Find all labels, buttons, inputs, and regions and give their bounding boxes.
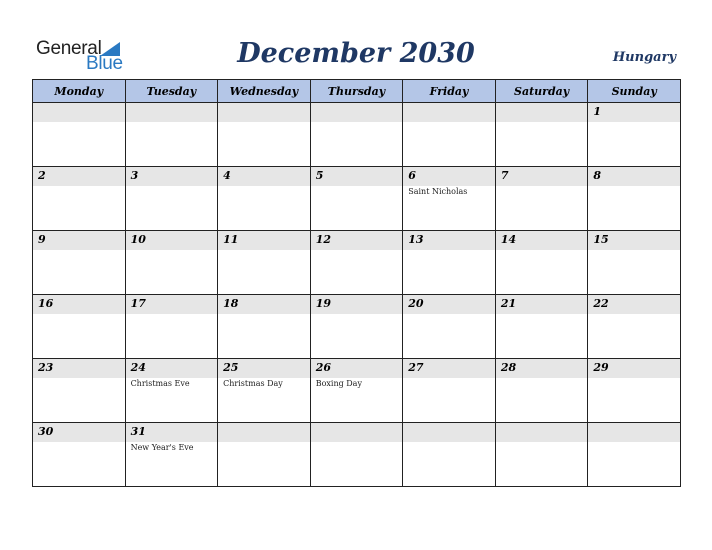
calendar-day-cell xyxy=(218,295,311,359)
day-number: 20 xyxy=(408,297,424,310)
calendar-day-cell xyxy=(33,359,126,423)
page-title: December 2030 xyxy=(237,38,475,69)
calendar-day-cell xyxy=(310,423,403,487)
day-number: 25 xyxy=(223,361,239,374)
day-header-band xyxy=(311,359,403,378)
holiday-label: New Year's Eve xyxy=(130,443,194,452)
holiday-label: Boxing Day xyxy=(315,379,362,388)
day-header-band xyxy=(311,423,403,442)
calendar-week-row xyxy=(33,167,681,231)
day-header-band xyxy=(496,359,588,378)
day-number: 17 xyxy=(130,297,146,310)
calendar-day-cell xyxy=(33,423,126,487)
day-header-band xyxy=(126,423,218,442)
calendar-day-cell xyxy=(403,295,496,359)
day-header-band xyxy=(218,359,310,378)
calendar-week-row xyxy=(33,359,681,423)
calendar-day-cell xyxy=(588,423,681,487)
calendar-day-cell xyxy=(588,103,681,167)
day-number: 8 xyxy=(593,169,602,182)
day-header-band xyxy=(218,231,310,250)
day-number: 30 xyxy=(38,425,54,438)
day-header-band xyxy=(311,167,403,186)
calendar-day-cell xyxy=(495,423,588,487)
calendar-day-cell xyxy=(218,231,311,295)
day-header-band xyxy=(403,231,495,250)
day-header-band xyxy=(496,167,588,186)
day-header-band xyxy=(496,231,588,250)
day-header-band xyxy=(126,167,218,186)
calendar-day-cell xyxy=(310,359,403,423)
weekday-header-row xyxy=(33,80,681,103)
day-header-band xyxy=(218,423,310,442)
day-number: 7 xyxy=(500,169,509,182)
day-number: 6 xyxy=(408,169,416,182)
calendar-day-cell xyxy=(310,103,403,167)
day-header-band xyxy=(403,167,495,186)
day-header-band xyxy=(588,423,680,442)
day-header-band xyxy=(311,103,403,122)
logo-text-blue: Blue xyxy=(86,53,123,74)
calendar-day-cell xyxy=(310,231,403,295)
weekday-thursday: Thursday xyxy=(310,80,403,103)
day-header-band xyxy=(33,167,125,186)
holiday-label: Christmas Day xyxy=(223,379,283,388)
day-number: 21 xyxy=(500,297,517,310)
holiday-label: Saint Nicholas xyxy=(408,187,468,196)
calendar-day-cell xyxy=(403,103,496,167)
weekday-sunday: Sunday xyxy=(588,80,681,103)
day-number: 3 xyxy=(130,169,139,182)
weekday-monday: Monday xyxy=(33,80,126,103)
day-header-band xyxy=(588,167,680,186)
weekday-tuesday: Tuesday xyxy=(125,80,218,103)
day-header-band xyxy=(496,423,588,442)
day-number: 2 xyxy=(38,169,46,182)
day-number: 4 xyxy=(223,169,231,182)
calendar-day-cell xyxy=(403,231,496,295)
day-header-band xyxy=(126,103,218,122)
day-header-band xyxy=(588,359,680,378)
calendar-day-cell xyxy=(403,167,496,231)
weekday-saturday: Saturday xyxy=(495,80,588,103)
day-number: 19 xyxy=(315,297,331,310)
calendar-day-cell xyxy=(588,231,681,295)
day-header-band xyxy=(218,103,310,122)
country-label: Hungary xyxy=(612,50,676,65)
calendar-day-cell xyxy=(218,167,311,231)
day-header-band xyxy=(33,423,125,442)
calendar-day-cell xyxy=(310,295,403,359)
day-number: 24 xyxy=(130,361,146,374)
day-number: 13 xyxy=(408,233,424,246)
calendar-day-cell xyxy=(218,423,311,487)
day-number: 5 xyxy=(315,169,324,182)
day-number: 18 xyxy=(223,297,239,310)
calendar-day-cell xyxy=(125,231,218,295)
calendar-day-cell xyxy=(588,295,681,359)
day-number: 29 xyxy=(593,361,609,374)
calendar-day-cell xyxy=(403,423,496,487)
day-number: 9 xyxy=(38,233,46,246)
calendar-day-cell xyxy=(33,167,126,231)
day-number: 15 xyxy=(593,233,609,246)
calendar-day-cell xyxy=(403,359,496,423)
day-number: 14 xyxy=(500,233,517,246)
calendar-week-row xyxy=(33,231,681,295)
day-number: 1 xyxy=(593,105,602,118)
calendar-day-cell xyxy=(125,295,218,359)
weekday-friday: Friday xyxy=(403,80,496,103)
calendar-day-cell xyxy=(495,103,588,167)
day-header-band xyxy=(33,295,125,314)
calendar-day-cell xyxy=(125,359,218,423)
day-header-band xyxy=(311,231,403,250)
day-header-band xyxy=(403,295,495,314)
day-header-band xyxy=(126,359,218,378)
calendar-day-cell xyxy=(218,103,311,167)
calendar-day-cell xyxy=(495,295,588,359)
calendar-day-cell xyxy=(33,231,126,295)
day-header-band xyxy=(496,103,588,122)
calendar-day-cell xyxy=(125,103,218,167)
day-number: 28 xyxy=(500,361,517,374)
day-header-band xyxy=(218,295,310,314)
day-header-band xyxy=(403,423,495,442)
calendar-grid xyxy=(32,79,681,487)
day-header-band xyxy=(403,103,495,122)
day-number: 10 xyxy=(130,233,146,246)
day-header-band xyxy=(588,103,680,122)
weekday-wednesday: Wednesday xyxy=(218,80,311,103)
day-number: 26 xyxy=(315,361,331,374)
day-header-band xyxy=(588,231,680,250)
day-number: 16 xyxy=(38,297,54,310)
day-header-band xyxy=(496,295,588,314)
day-number: 22 xyxy=(593,297,609,310)
calendar-day-cell xyxy=(33,103,126,167)
day-header-band xyxy=(33,103,125,122)
holiday-label: Christmas Eve xyxy=(130,379,190,388)
day-header-band xyxy=(311,295,403,314)
day-header-band xyxy=(126,295,218,314)
day-header-band xyxy=(588,295,680,314)
calendar-day-cell xyxy=(33,295,126,359)
day-header-band xyxy=(33,231,125,250)
calendar-day-cell xyxy=(588,359,681,423)
calendar-day-cell xyxy=(495,231,588,295)
day-number: 31 xyxy=(130,425,146,438)
calendar-day-cell xyxy=(125,423,218,487)
calendar-day-cell xyxy=(310,167,403,231)
day-number: 12 xyxy=(315,233,331,246)
day-header-band xyxy=(403,359,495,378)
calendar-week-row xyxy=(33,423,681,487)
day-number: 27 xyxy=(408,361,424,374)
calendar-day-cell xyxy=(588,167,681,231)
calendar-day-cell xyxy=(495,359,588,423)
day-header-band xyxy=(218,167,310,186)
day-number: 23 xyxy=(38,361,54,374)
calendar-day-cell xyxy=(218,359,311,423)
day-number: 11 xyxy=(223,233,239,246)
calendar-day-cell xyxy=(125,167,218,231)
day-header-band xyxy=(33,359,125,378)
calendar-week-row xyxy=(33,295,681,359)
day-header-band xyxy=(126,231,218,250)
calendar-day-cell xyxy=(495,167,588,231)
logo-text-general: General xyxy=(36,38,102,59)
calendar-week-row xyxy=(33,103,681,167)
